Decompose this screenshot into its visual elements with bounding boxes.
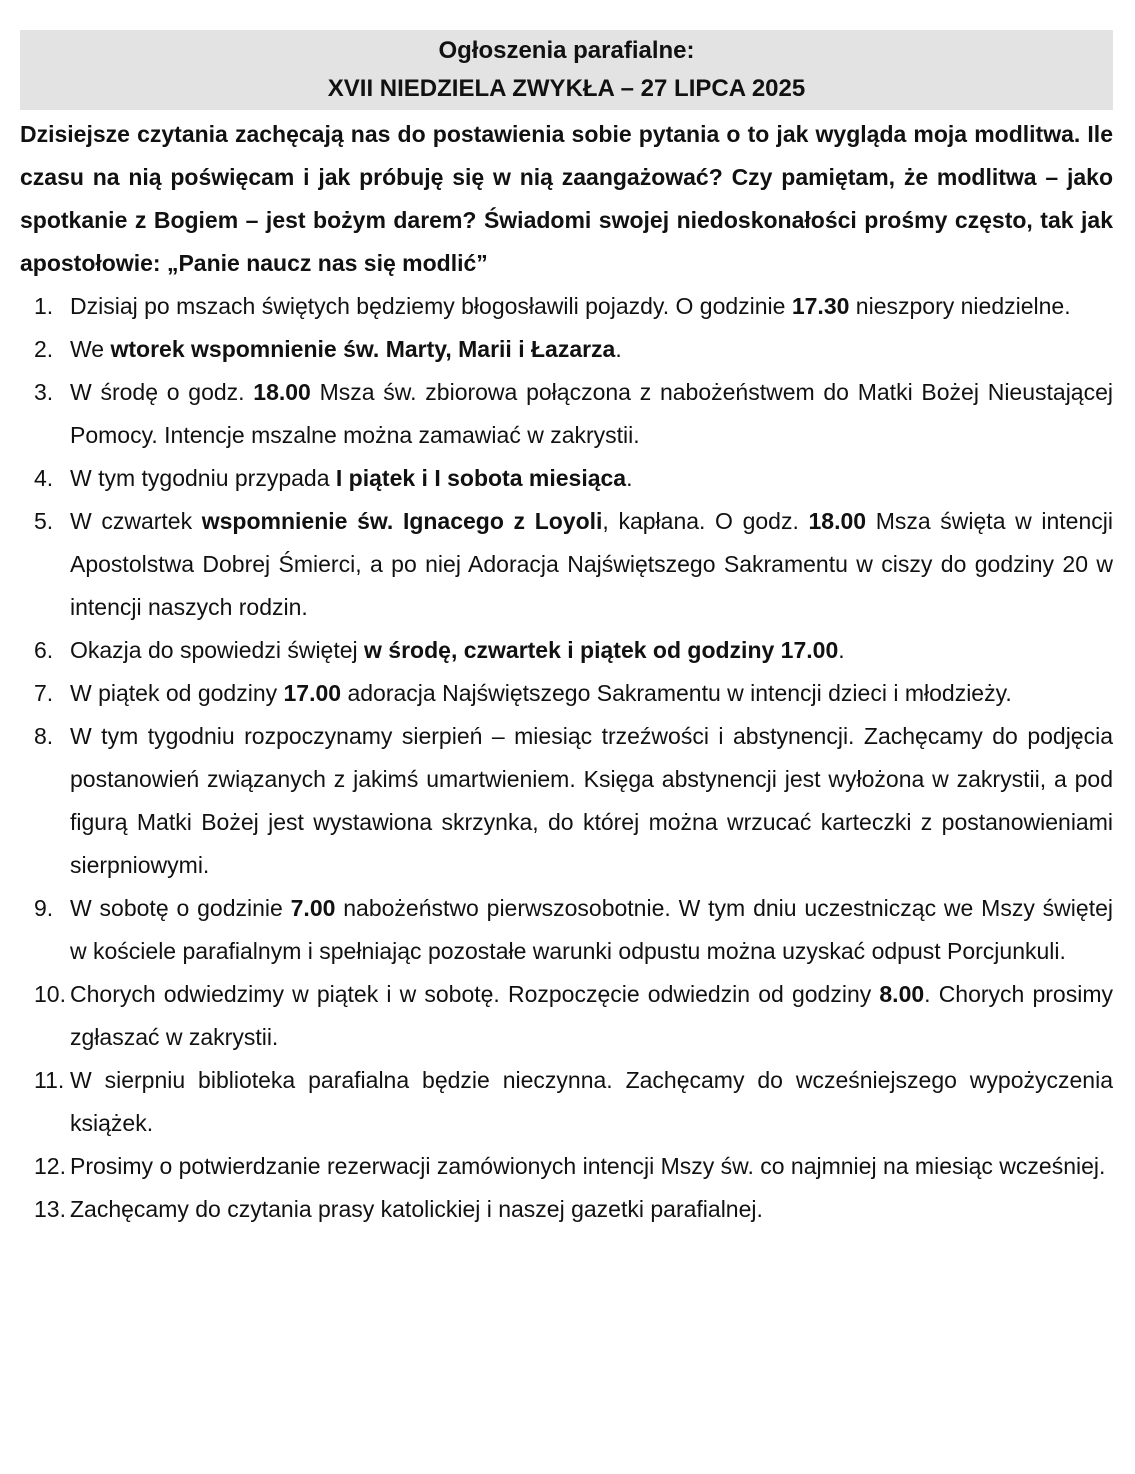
intro-paragraph: Dzisiejsze czytania zachęcają nas do postawienia sobie pytania o to jak wygląda moja modlitwa. Ile czasu na nią poświęcam i jak próbuję się w nią zaangażować? Czy pamiętam, że modlitwa – jako spotkanie z Bogiem – jest bożym darem? Świadomi swojej niedoskonałości prośmy często, tak jak apostołowie: „Panie naucz nas się modlić” — [20, 121, 1113, 276]
item-text: Msza święta w intencji Apostolstwa Dobrej Śmierci, a po niej Adoracja Najświętszego Sakramentu w ciszy do godziny 20 w intencji naszych rodzin. — [70, 508, 1113, 620]
item-bold-text: 18.00 — [253, 379, 311, 405]
header-subtitle: XVII NIEDZIELA ZWYKŁA – 27 LIPCA 2025 — [327, 75, 806, 102]
item-text: Prosimy o potwierdzanie rezerwacji zamówionych intencji Mszy św. co najmniej na miesiąc wcześniej. — [70, 1153, 1106, 1179]
announcement-list — [20, 285, 1113, 1231]
item-bold-text: 17.30 — [791, 293, 850, 319]
item-bold-text: 18.00 — [808, 508, 867, 534]
item-number: 2. — [34, 336, 54, 362]
item-bold-text: wtorek wspomnienie św. Marty, Marii i Łazarza — [110, 336, 616, 362]
list-item — [20, 328, 1113, 371]
item-bold-text: I piątek i I sobota miesiąca — [335, 465, 627, 491]
item-text: Chorych odwiedzimy w piątek i w sobotę. Rozpoczęcie odwiedzin od godziny — [70, 981, 880, 1007]
announcement-header — [20, 30, 1113, 110]
list-item — [20, 672, 1113, 715]
list-item — [20, 1188, 1113, 1231]
item-text: W sobotę o godzinie — [70, 895, 291, 921]
item-number: 12. — [34, 1153, 66, 1179]
list-item — [20, 973, 1113, 1059]
list-item — [20, 457, 1113, 500]
item-number: 11. — [34, 1067, 65, 1093]
item-number: 7. — [34, 680, 54, 706]
item-number: 6. — [34, 637, 54, 663]
item-bold-text: 7.00 — [290, 895, 336, 921]
list-item — [20, 715, 1113, 887]
item-number: 1. — [34, 293, 54, 319]
item-text: nieszpory niedzielne. — [849, 293, 1071, 319]
item-number: 10. — [34, 981, 66, 1007]
item-text: We — [70, 336, 111, 362]
item-number: 5. — [34, 508, 54, 534]
list-item — [20, 500, 1113, 629]
item-text: . — [615, 336, 622, 362]
item-text: W sierpniu biblioteka parafialna będzie nieczynna. Zachęcamy do wcześniejszego wypożyczenia książek. — [70, 1067, 1113, 1136]
item-text: W piątek od godziny — [70, 680, 284, 706]
item-bold-text: wspomnienie św. Ignacego z Loyoli — [201, 508, 603, 534]
item-text: Msza św. zbiorowa połączona z nabożeństwem do Matki Bożej Nieustającej Pomocy. Intencje mszalne można zamawiać w zakrystii. — [70, 379, 1113, 448]
item-text: Dzisiaj po mszach świętych będziemy błogosławili pojazdy. O godzinie — [70, 293, 792, 319]
item-number: 4. — [34, 465, 54, 491]
item-number: 8. — [34, 723, 54, 749]
item-text: , kapłana. O godz. — [602, 508, 809, 534]
item-number: 3. — [34, 379, 54, 405]
item-text: . — [838, 637, 845, 663]
list-item — [20, 1145, 1113, 1188]
item-text: W tym tygodniu rozpoczynamy sierpień – miesiąc trzeźwości i abstynencji. Zachęcamy do podjęcia postanowień związanych z jakimś umartwieniem. Księga abstynencji jest wyłożona w zakrystii, a pod figurą Matki Bożej jest wystawiona skrzynka, do której można wrzucać karteczki z postanowieniami sierpniowymi. — [70, 723, 1113, 878]
item-bold-text: 8.00 — [879, 981, 925, 1007]
item-text: Okazja do spowiedzi świętej — [70, 637, 365, 663]
list-item — [20, 1059, 1113, 1145]
item-text: W środę o godz. — [70, 379, 254, 405]
item-number: 13. — [34, 1196, 66, 1222]
list-item — [20, 887, 1113, 973]
list-item — [20, 629, 1113, 672]
item-bold-text: w środę, czwartek i piątek od godziny 17.00 — [364, 637, 839, 663]
item-text: . Chorych prosimy zgłaszać w zakrystii. — [70, 981, 1113, 1050]
item-text: W czwartek — [70, 508, 202, 534]
list-item — [20, 285, 1113, 328]
item-number: 9. — [34, 895, 54, 921]
list-item — [20, 371, 1113, 457]
item-text: adoracja Najświętszego Sakramentu w intencji dzieci i młodzieży. — [341, 680, 1012, 706]
item-text: Zachęcamy do czytania prasy katolickiej i naszej gazetki parafialnej. — [70, 1196, 763, 1222]
item-text: nabożeństwo pierwszosobotnie. W tym dniu uczestnicząc we Mszy świętej w kościele parafialnym i spełniając pozostałe warunki odpustu można uzyskać odpust Porcjunkuli. — [70, 895, 1113, 964]
header-title: Ogłoszenia parafialne: — [438, 37, 695, 64]
item-bold-text: 17.00 — [283, 680, 342, 706]
item-text: . — [626, 465, 633, 491]
item-text: W tym tygodniu przypada — [70, 465, 336, 491]
